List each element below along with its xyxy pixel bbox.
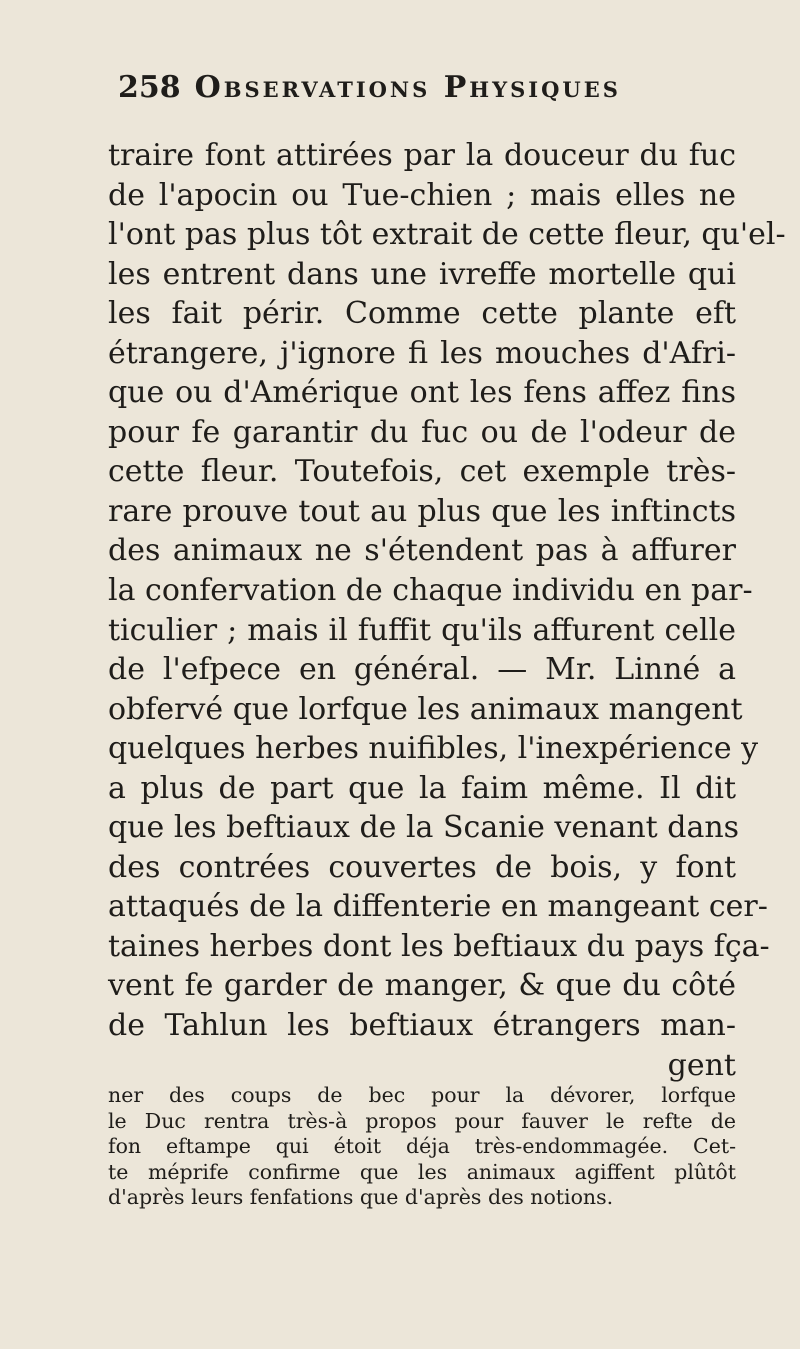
text-line: les entrent dans une ivreffe mortelle qui [108, 256, 736, 292]
text-line: des contrées couvertes de bois, y font [108, 849, 736, 885]
text-line: taines herbes dont les beftiaux du pays fça- [108, 928, 770, 964]
text-line: l'ont pas plus tôt extrait de cette fleur, qu'el- [108, 217, 786, 253]
text-line: la confervation de chaque individu en par- [108, 573, 753, 609]
text-line: obfervé que lorfque les animaux mangent [108, 691, 743, 727]
text-line: de l'apocin ou Tue-chien ; mais elles ne [108, 177, 736, 213]
text-line: pour fe garantir du fuc ou de l'odeur de [108, 414, 736, 450]
text-line: des animaux ne s'étendent pas à affurer [108, 533, 736, 569]
text-line: que les beftiaux de la Scanie venant dans [108, 810, 740, 846]
text-line: de Tahlun les beftiaux étrangers man- [108, 1008, 736, 1044]
footnote-line: fon eftampe qui étoit déja très-endommagée. Cet- [108, 1134, 736, 1158]
page-header [118, 70, 698, 120]
text-line: quelques herbes nuifibles, l'inexpérience y [108, 731, 759, 767]
footnote [108, 1083, 736, 1211]
text-line: les fait périr. Comme cette plante eft [108, 296, 736, 332]
text-line: cette fleur. Toutefois, cet exemple très- [108, 454, 736, 490]
running-head: Observations Physiques [194, 70, 621, 105]
text-line: traire font attirées par la douceur du fuc [108, 138, 736, 173]
text-line: a plus de part que la faim même. Il dit [108, 770, 736, 806]
text-line: vent fe garder de manger, & que du côté [108, 968, 736, 1004]
text-line: rare prouve tout au plus que les inftincts [108, 493, 736, 529]
page-number: 258 [118, 70, 181, 105]
text-line: gent [667, 1047, 736, 1083]
text-line: que ou d'Amérique ont les fens affez fins [108, 375, 736, 411]
text-line: de l'efpece en général. — Mr. Linné a [108, 652, 736, 688]
footnote-line: te méprife confirme que les animaux agiffent plûtôt [108, 1159, 736, 1184]
footnote-line: ner des coups de bec pour la dévorer, lorfque [108, 1083, 736, 1107]
text-line: attaqués de la diffenterie en mangeant cer- [108, 889, 768, 925]
main-text [108, 136, 786, 1085]
footnote-line: d'après leurs fenfations que d'après des notions. [108, 1185, 614, 1209]
text-line: étrangere, j'ignore fi les mouches d'Afri- [108, 335, 736, 371]
text-line: ticulier ; mais il fuffit qu'ils affurent celle [108, 612, 736, 648]
footnote-line: le Duc rentra très-à propos pour fauver le refte de [108, 1108, 736, 1133]
